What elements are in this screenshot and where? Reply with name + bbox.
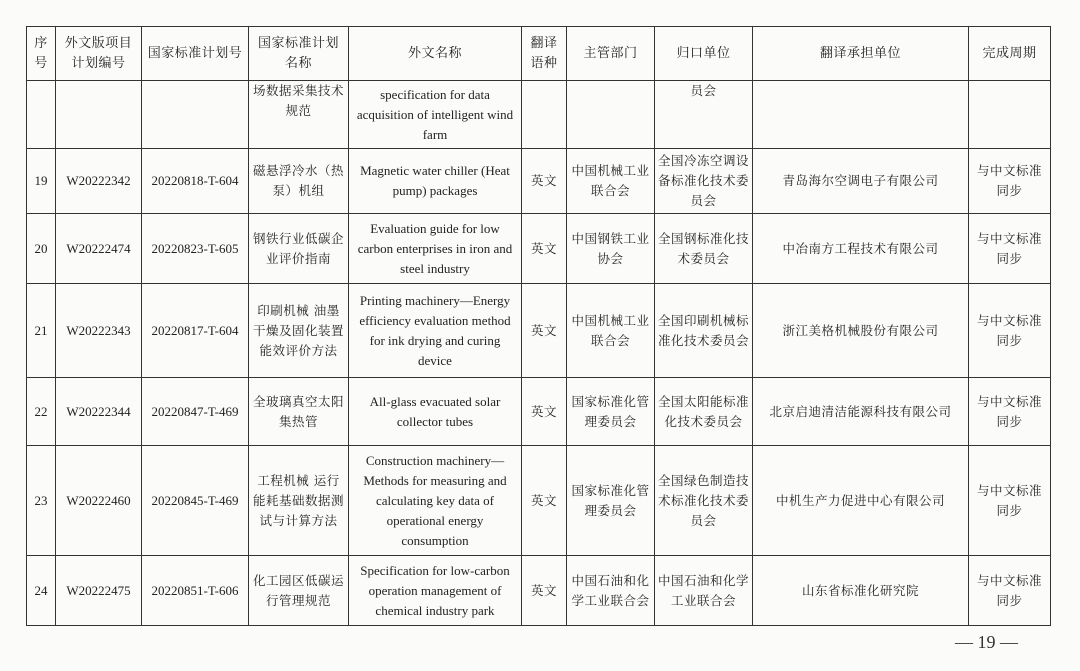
header-seq: 序号 bbox=[27, 27, 56, 81]
cell-foreign-name: Magnetic water chiller (Heat pump) packages bbox=[349, 149, 522, 214]
cell-dept: 中国机械工业联合会 bbox=[567, 284, 655, 378]
table-row bbox=[27, 556, 1051, 626]
cell-dept: 中国钢铁工业协会 bbox=[567, 214, 655, 284]
cell-dept: 中国机械工业联合会 bbox=[567, 149, 655, 214]
cell-translator: 中机生产力促进中心有限公司 bbox=[753, 446, 969, 556]
cell-unit: 全国太阳能标准化技术委员会 bbox=[655, 378, 753, 446]
cell-seq: 20 bbox=[27, 214, 56, 284]
cell-translator bbox=[753, 81, 969, 149]
cell-seq: 23 bbox=[27, 446, 56, 556]
cell-translator: 中冶南方工程技术有限公司 bbox=[753, 214, 969, 284]
cell-foreign-no: W20222342 bbox=[56, 149, 142, 214]
cell-period: 与中文标准同步 bbox=[969, 446, 1051, 556]
header-translator: 翻译承担单位 bbox=[753, 27, 969, 81]
cell-dept: 国家标准化管理委员会 bbox=[567, 446, 655, 556]
cell-name: 全玻璃真空太阳集热管 bbox=[249, 378, 349, 446]
cell-name: 印刷机械 油墨干燥及固化装置能效评价方法 bbox=[249, 284, 349, 378]
cell-foreign-no: W20222474 bbox=[56, 214, 142, 284]
cell-name: 场数据采集技术规范 bbox=[249, 81, 349, 149]
cell-foreign-name: Evaluation guide for low carbon enterprises in iron and steel industry bbox=[349, 214, 522, 284]
cell-plan-no: 20220823-T-605 bbox=[142, 214, 249, 284]
cell-plan-no: 20220845-T-469 bbox=[142, 446, 249, 556]
cell-seq: 19 bbox=[27, 149, 56, 214]
cell-lang: 英文 bbox=[522, 556, 567, 626]
cell-foreign-no: W20222343 bbox=[56, 284, 142, 378]
table-row bbox=[27, 284, 1051, 378]
cell-foreign-name: Printing machinery—Energy efficiency evaluation method for ink drying and curing device bbox=[349, 284, 522, 378]
cell-unit: 全国冷冻空调设备标准化技术委员会 bbox=[655, 149, 753, 214]
cell-seq bbox=[27, 81, 56, 149]
header-period: 完成周期 bbox=[969, 27, 1051, 81]
cell-period: 与中文标准同步 bbox=[969, 284, 1051, 378]
cell-plan-no: 20220847-T-469 bbox=[142, 378, 249, 446]
cell-seq: 22 bbox=[27, 378, 56, 446]
cell-unit: 中国石油和化学工业联合会 bbox=[655, 556, 753, 626]
header-national-plan-name: 国家标准计划名称 bbox=[249, 27, 349, 81]
cell-dept bbox=[567, 81, 655, 149]
cell-foreign-name: specification for data acquisition of intelligent wind farm bbox=[349, 81, 522, 149]
cell-plan-no: 20220817-T-604 bbox=[142, 284, 249, 378]
cell-plan-no: 20220818-T-604 bbox=[142, 149, 249, 214]
cell-foreign-name: All-glass evacuated solar collector tubes bbox=[349, 378, 522, 446]
cell-name: 钢铁行业低碳企业评价指南 bbox=[249, 214, 349, 284]
table-header-row bbox=[27, 27, 1051, 81]
cell-foreign-name: Specification for low-carbon operation management of chemical industry park bbox=[349, 556, 522, 626]
cell-period: 与中文标准同步 bbox=[969, 378, 1051, 446]
cell-lang: 英文 bbox=[522, 149, 567, 214]
cell-period: 与中文标准同步 bbox=[969, 214, 1051, 284]
cell-plan-no bbox=[142, 81, 249, 149]
table-row bbox=[27, 378, 1051, 446]
table-row-continuation bbox=[27, 81, 1051, 149]
cell-name: 化工园区低碳运行管理规范 bbox=[249, 556, 349, 626]
table-row bbox=[27, 149, 1051, 214]
cell-translator: 北京启迪清洁能源科技有限公司 bbox=[753, 378, 969, 446]
cell-foreign-no bbox=[56, 81, 142, 149]
cell-plan-no: 20220851-T-606 bbox=[142, 556, 249, 626]
cell-lang: 英文 bbox=[522, 284, 567, 378]
cell-name: 工程机械 运行能耗基础数据测试与计算方法 bbox=[249, 446, 349, 556]
cell-period bbox=[969, 81, 1051, 149]
cell-foreign-no: W20222344 bbox=[56, 378, 142, 446]
cell-foreign-no: W20222475 bbox=[56, 556, 142, 626]
cell-translator: 青岛海尔空调电子有限公司 bbox=[753, 149, 969, 214]
cell-period: 与中文标准同步 bbox=[969, 556, 1051, 626]
cell-lang bbox=[522, 81, 567, 149]
header-foreign-plan-no: 外文版项目计划编号 bbox=[56, 27, 142, 81]
cell-name: 磁悬浮冷水（热泵）机组 bbox=[249, 149, 349, 214]
header-national-plan-no: 国家标准计划号 bbox=[142, 27, 249, 81]
header-language: 翻译语种 bbox=[522, 27, 567, 81]
cell-dept: 国家标准化管理委员会 bbox=[567, 378, 655, 446]
cell-lang: 英文 bbox=[522, 214, 567, 284]
cell-unit: 全国绿色制造技术标准化技术委员会 bbox=[655, 446, 753, 556]
cell-unit: 全国钢标准化技术委员会 bbox=[655, 214, 753, 284]
header-foreign-name: 外文名称 bbox=[349, 27, 522, 81]
table-row bbox=[27, 214, 1051, 284]
cell-foreign-no: W20222460 bbox=[56, 446, 142, 556]
header-dept: 主管部门 bbox=[567, 27, 655, 81]
page-number: — 19 — bbox=[955, 632, 1018, 652]
cell-unit: 全国印刷机械标准化技术委员会 bbox=[655, 284, 753, 378]
cell-seq: 24 bbox=[27, 556, 56, 626]
cell-lang: 英文 bbox=[522, 446, 567, 556]
standards-table bbox=[26, 26, 1051, 626]
cell-foreign-name: Construction machinery—Methods for measuring and calculating key data of operational energy consumption bbox=[349, 446, 522, 556]
cell-lang: 英文 bbox=[522, 378, 567, 446]
cell-translator: 浙江美格机械股份有限公司 bbox=[753, 284, 969, 378]
cell-seq: 21 bbox=[27, 284, 56, 378]
header-unit: 归口单位 bbox=[655, 27, 753, 81]
cell-dept: 中国石油和化学工业联合会 bbox=[567, 556, 655, 626]
table-row bbox=[27, 446, 1051, 556]
cell-translator: 山东省标准化研究院 bbox=[753, 556, 969, 626]
cell-unit: 员会 bbox=[655, 81, 753, 149]
cell-period: 与中文标准同步 bbox=[969, 149, 1051, 214]
